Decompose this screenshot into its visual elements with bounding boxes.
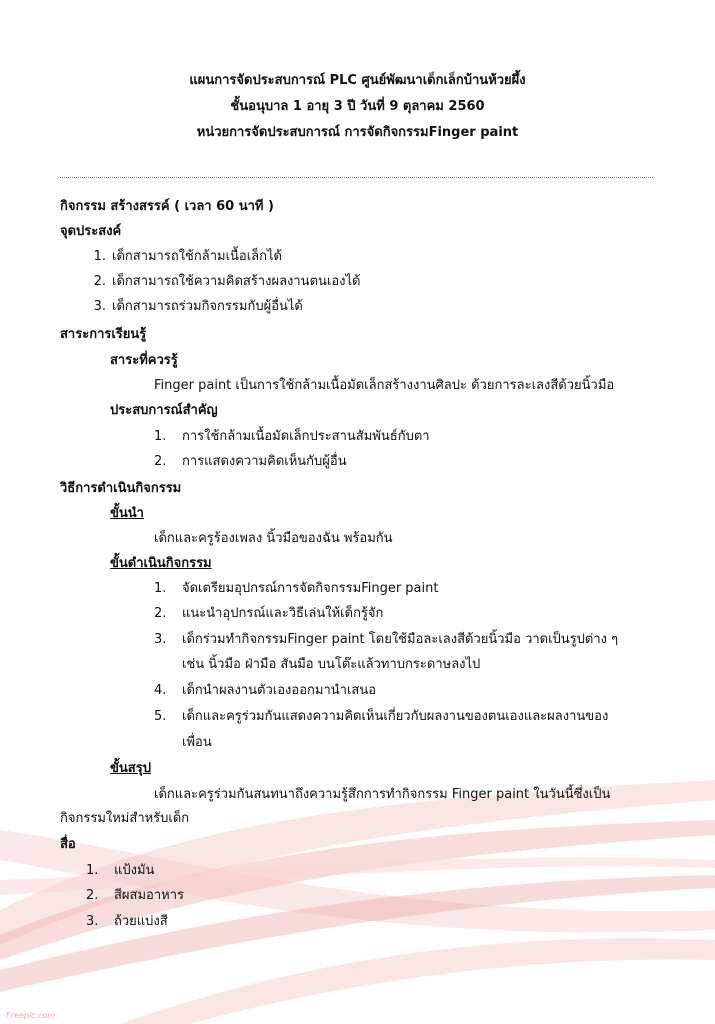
media-text: สีผสมอาหาร — [114, 888, 185, 903]
main-step-item: 3. เด็กร่วมทำกิจกรรมFinger paint โดยใช้มือละเลงสีด้วยนิ้วมือ วาดเป็นรูปต่าง ๆ — [154, 632, 619, 647]
key-experience-text: การใช้กล้ามเนื้อมัดเล็กประสานสัมพันธ์กับตา — [182, 429, 430, 444]
should-know-text: Finger paint เป็นการใช้กล้ามเนื้อมัดเล็กสร้างงานศิลปะ ด้วยการละเลงสีด้วยนิ้วมือ — [154, 378, 615, 393]
intro-step-text: เด็กและครูร้องเพลง นิ้วมือของฉัน พร้อมกัน — [154, 531, 393, 546]
content-heading: สาระการเรียนรู้ — [60, 327, 147, 342]
main-step-text: เด็กนำผลงานตัวเองออกมานำเสนอ — [182, 683, 377, 698]
main-step-heading: ขั้นดำเนินกิจกรรม — [110, 556, 212, 571]
header-line-2: ชั้นอนุบาล 1 อายุ 3 ปี วันที่ 9 ตุลาคม 2560 — [230, 99, 485, 114]
intro-step-heading: ขั้นนำ — [110, 506, 144, 521]
main-step-text: แนะนำอุปกรณ์และวิธีเล่นให้เด็กรู้จัก — [182, 606, 384, 621]
main-step-item: 5. เด็กและครูร่วมกันแสดงความคิดเห็นเกี่ยวกับผลงานของตนเองและผลงานของ — [154, 709, 609, 724]
media-text: แป้งมัน — [114, 863, 155, 878]
objective-text: เด็กสามารถใช้กล้ามเนื้อเล็กได้ — [112, 249, 282, 264]
main-step-continuation: เช่น นิ้วมือ ฝ่ามือ สันมือ บนโต๊ะแล้วทาบกระดาษลงไป — [182, 657, 481, 672]
should-know-heading: สาระที่ควรรู้ — [110, 353, 178, 368]
media-item: 1. แป้งมัน — [86, 863, 155, 878]
header-line-1: แผนการจัดประสบการณ์ PLC ศูนย์พัฒนาเด็กเล็กบ้านห้วยผึ้ง — [189, 73, 526, 88]
main-step-text: จัดเตรียมอุปกรณ์การจัดกิจกรรมFinger paint — [182, 581, 439, 596]
media-heading: สื่อ — [60, 837, 76, 852]
main-step-item: 1. จัดเตรียมอุปกรณ์การจัดกิจกรรมFinger paint — [154, 581, 439, 596]
summary-text: เด็กและครูร่วมกันสนทนาถึงความรู้สึกการทำกิจกรรม Finger paint ในวันนี้ซึ่งเป็น — [154, 787, 611, 802]
main-step-text: เด็กและครูร่วมกันแสดงความคิดเห็นเกี่ยวกับผลงานของตนเองและผลงานของ — [182, 709, 609, 724]
media-text: ถ้วยแบ่งสี — [114, 914, 168, 929]
key-experience-item: 1. การใช้กล้ามเนื้อมัดเล็กประสานสัมพันธ์กับตา — [154, 429, 430, 444]
header-line-3: หน่วยการจัดประสบการณ์ การจัดกิจกรรมFinger paint — [196, 125, 519, 140]
main-step-item: 2. แนะนำอุปกรณ์และวิธีเล่นให้เด็กรู้จัก — [154, 606, 384, 621]
media-item: 2. สีผสมอาหาร — [86, 888, 185, 903]
objective-item: 3. เด็กสามารถร่วมกิจกรรมกับผู้อื่นได้ — [93, 299, 303, 314]
main-step-text: เด็กร่วมทำกิจกรรมFinger paint โดยใช้มือละเลงสีด้วยนิ้วมือ วาดเป็นรูปต่าง ๆ — [182, 632, 619, 647]
watermark: Freepic.com — [6, 1011, 56, 1020]
key-experience-item: 2. การแสดงความคิดเห็นกับผู้อื่น — [154, 454, 347, 469]
document-header — [0, 68, 715, 146]
objective-text: เด็กสามารถใช้ความคิดสร้างผลงานตนเองได้ — [112, 274, 361, 289]
key-experience-text: การแสดงความคิดเห็นกับผู้อื่น — [182, 454, 347, 469]
objective-item: 2. เด็กสามารถใช้ความคิดสร้างผลงานตนเองได้ — [93, 274, 361, 289]
media-item: 3. ถ้วยแบ่งสี — [86, 914, 168, 929]
summary-text-continuation: กิจกรรมใหม่สำหรับเด็ก — [60, 811, 190, 826]
main-step-item: 4. เด็กนำผลงานตัวเองออกมานำเสนอ — [154, 683, 377, 698]
main-step-continuation: เพื่อน — [182, 735, 212, 750]
summary-step-heading: ขั้นสรุป — [110, 761, 151, 776]
key-experience-heading: ประสบการณ์สำคัญ — [110, 403, 218, 418]
objective-item: 1. เด็กสามารถใช้กล้ามเนื้อเล็กได้ — [93, 249, 282, 264]
dotted-divider — [60, 177, 653, 178]
objective-text: เด็กสามารถร่วมกิจกรรมกับผู้อื่นได้ — [112, 299, 303, 314]
procedure-heading: วิธีการดำเนินกิจกรรม — [60, 481, 182, 496]
activity-title: กิจกรรม สร้างสรรค์ ( เวลา 60 นาที ) — [60, 199, 274, 214]
objectives-heading: จุดประสงค์ — [60, 224, 122, 239]
